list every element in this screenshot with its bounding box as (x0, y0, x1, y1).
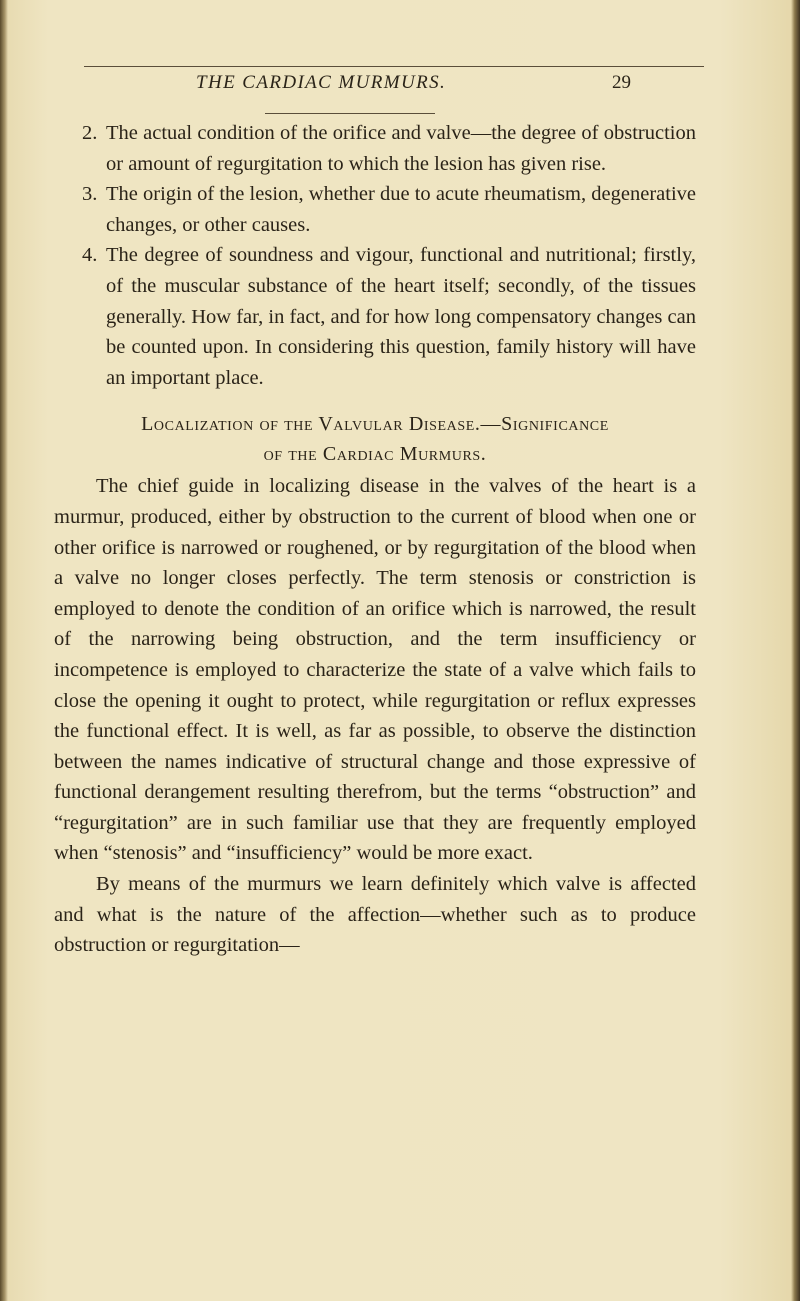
body-text (54, 118, 696, 961)
list-item-text: The degree of soundness and vigour, functional and nutritional; firstly, of the muscular substance of the heart itself; secondly, of the tissues generally. How far, in fact, and for how long compensatory changes can be counted upon. In considering this question, family history will have an important place. (106, 244, 696, 389)
list-item-text: The actual condition of the orifice and valve—the degree of obstruction or amount of regurgitation to which the lesion has given rise. (106, 122, 696, 175)
page-edge-shadow (791, 0, 800, 1301)
list-item (54, 240, 696, 393)
list-item-number: 3. (82, 183, 98, 206)
list-item-text: The origin of the lesion, whether due to acute rheumatism, degenerative changes, or other causes. (106, 183, 696, 236)
list-item (54, 118, 696, 179)
paragraph: The chief guide in localizing disease in the valves of the heart is a murmur, produced, either by obstruction to the current of blood when one or other orifice is narrowed or roughened, or by regurgitation of the blood when a valve no longer closes perfectly. The term stenosis or constriction is employed to denote the condition of an orifice which is narrowed, the result of the narrowing being obstruction, and the term insufficiency or incompetence is employed to characterize the state of a valve which fails to close the opening it ought to protect, while regurgitation or reflux expresses the functional effect. It is well, as far as possible, to observe the distinction between the names indicative of structural change and those expressive of functional derangement resulting therefrom, but the terms “obstruction” and “regurgitation” are in such familiar use that they are frequently employed when “stenosis” and “insufficiency” would be more exact. (54, 475, 696, 865)
list-item-number: 4. (82, 244, 98, 267)
running-head: THE CARDIAC MURMURS. (196, 72, 447, 93)
header-rule-top (84, 66, 704, 67)
paragraph: By means of the murmurs we learn definitely which valve is affected and what is the nature of the affection—whether such as to produce obstruction or regurgitation— (54, 873, 696, 957)
list-item-number: 2. (82, 122, 98, 144)
page-binding-shadow (0, 0, 8, 1301)
section-heading-continued: of the Cardiac Murmurs. (263, 443, 487, 466)
section-heading: Localization of the Valvular Disease.—Significance (141, 413, 609, 436)
page-number: 29 (612, 72, 631, 93)
list-item (54, 179, 696, 240)
header-rule-bottom (265, 113, 435, 114)
